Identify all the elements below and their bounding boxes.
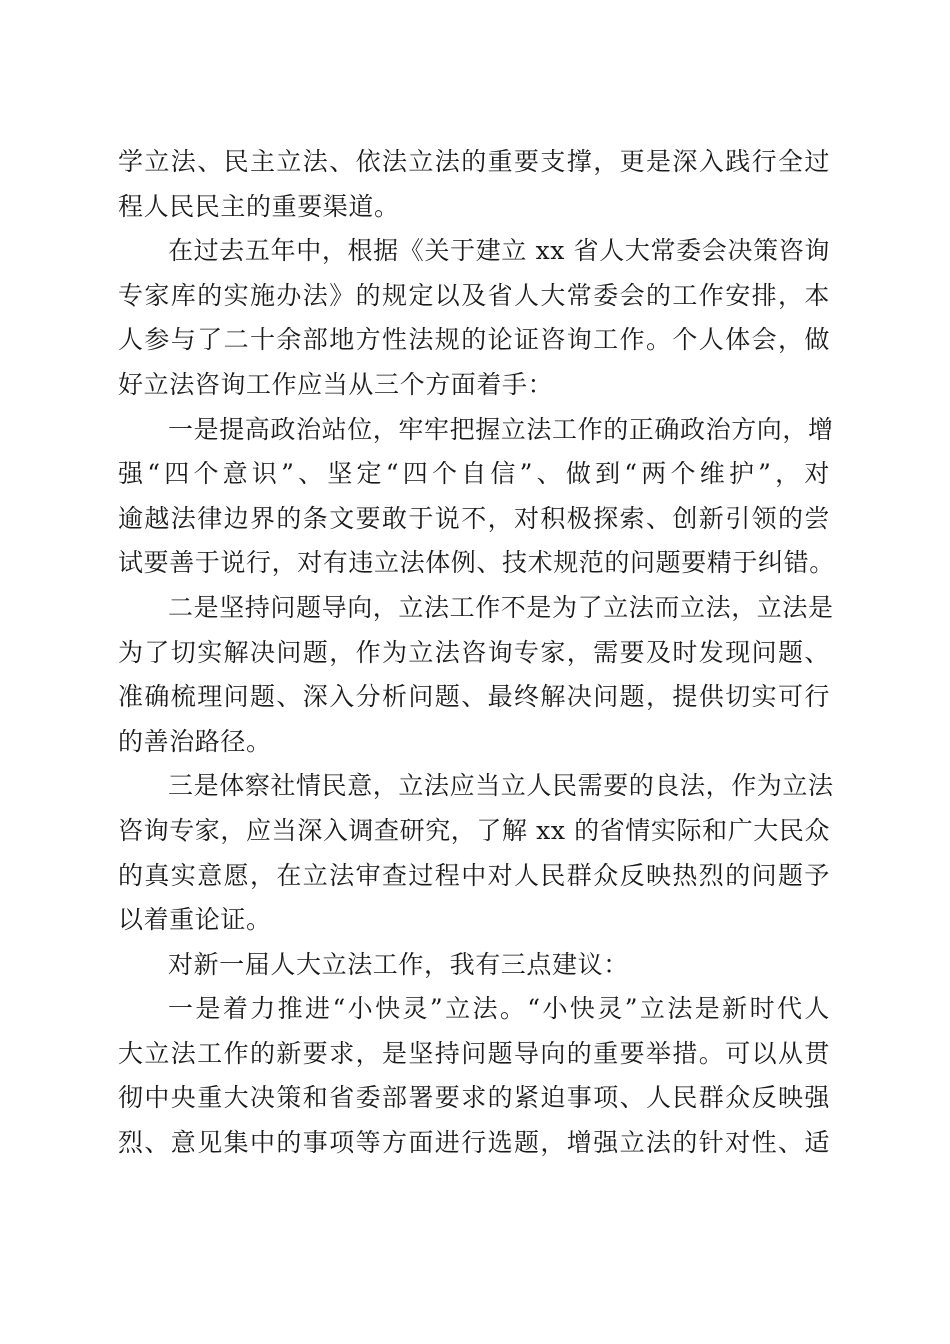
text-line: 准确梳理问题、深入分析问题、最终解决问题，提供切实可行 — [118, 682, 830, 712]
text-line: 学立法、民主立法、依法立法的重要支撑，更是深入践行全过 — [118, 147, 830, 176]
paragraph-p4 — [118, 764, 834, 942]
paragraph-p5 — [118, 943, 830, 988]
text-line: 好立法咨询工作应当从三个方面着手： — [118, 369, 554, 399]
text-line: 以着重论证。 — [118, 905, 272, 935]
paragraph-p1 — [118, 229, 830, 407]
text-line: 二是坚持问题导向，立法工作不是为了立法而立法，立法是 — [168, 592, 834, 622]
text-line: 强“四个意识”、坚定“四个自信”、做到“两个维护”，对 — [118, 459, 830, 489]
text-line: 对新一届人大立法工作，我有三点建议： — [168, 949, 629, 979]
paragraph-p2 — [118, 408, 835, 586]
paragraph-p3 — [118, 586, 834, 764]
document-body — [118, 140, 835, 1166]
text-line: 为了切实解决问题，作为立法咨询专家，需要及时发现问题、 — [118, 637, 830, 667]
paragraph-p6 — [118, 987, 830, 1165]
text-line: 三是体察社情民意，立法应当立人民需要的良法，作为立法 — [168, 771, 834, 801]
paragraph-p0 — [118, 140, 830, 229]
text-line: 人参与了二十余部地方性法规的论证咨询工作。个人体会，做 — [118, 325, 830, 355]
text-line: 彻中央重大决策和省委部署要求的紧迫事项、人民群众反映强 — [118, 1083, 830, 1113]
text-line: 程人民民主的重要渠道。 — [118, 191, 400, 221]
text-line: 一是提高政治站位，牢牢把握立法工作的正确政治方向，增 — [168, 414, 834, 444]
text-line: 烈、意见集中的事项等方面进行选题，增强立法的针对性、适 — [118, 1128, 830, 1158]
text-line: 一是着力推进“小快灵”立法。“小快灵”立法是新时代人 — [168, 994, 830, 1024]
text-line: 逾越法律边界的条文要敢于说不，对积极探索、创新引领的尝 — [118, 503, 830, 533]
text-line: 试要善于说行，对有违立法体例、技术规范的问题要精于纠错。 — [118, 548, 835, 578]
text-line: 咨询专家，应当深入调查研究，了解 xx 的省情实际和广大民众 — [118, 815, 831, 845]
text-line: 在过去五年中，根据《关于建立 xx 省人大常委会决策咨询 — [168, 236, 830, 266]
text-line: 专家库的实施办法》的规定以及省人大常委会的工作安排，本 — [118, 280, 830, 310]
text-line: 的真实意愿，在立法审查过程中对人民群众反映热烈的问题予 — [118, 860, 830, 890]
text-line: 的善治路径。 — [118, 726, 272, 756]
text-line: 大立法工作的新要求，是坚持问题导向的重要举措。可以从贯 — [118, 1038, 830, 1068]
